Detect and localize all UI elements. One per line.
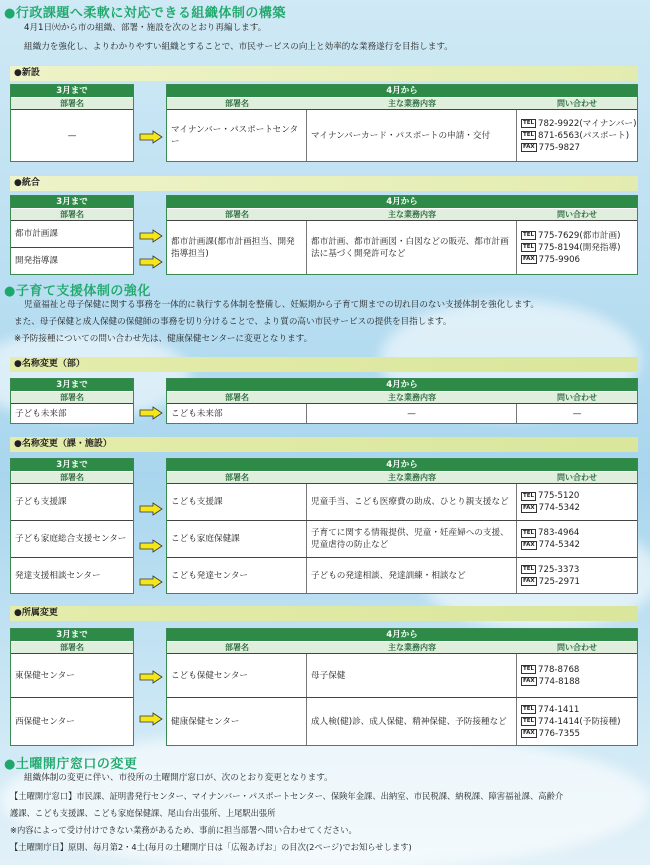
header-duties: 主な業務内容 [388, 393, 436, 402]
table-merge [10, 195, 638, 275]
tel-number: 778-8768 [538, 664, 580, 675]
saturday-days-text: 【土曜開庁日】原則、毎月第2・4土(毎月の土曜開庁日は「広報あげお」の目次(2ページ)でお知らせします) [10, 842, 412, 852]
fax-line [521, 142, 633, 154]
header-duties: 主な業務内容 [388, 99, 436, 108]
intro-text: 組織力を強化し、よりわかりやすい組織とすることで、市民サービスの向上と効率的な業務遂行を目指します。 [24, 42, 453, 52]
fax-line [521, 676, 633, 688]
tel-icon: TEL [523, 244, 535, 250]
before-column [10, 628, 134, 746]
contact-cell [517, 521, 637, 557]
fax-number: 775-9906 [538, 254, 580, 265]
dept-cell: マイナンバー・パスポートセンター [167, 110, 307, 161]
tel-number: 775-5120 [538, 491, 580, 501]
subsection-rename-dept: ●名称変更（部） [10, 357, 638, 372]
fax-icon: FAX [523, 504, 535, 511]
header-dept: 部署名 [60, 99, 84, 108]
tel-icon: TEL [523, 132, 535, 138]
header-contact: 問い合わせ [557, 210, 597, 219]
table-row [167, 557, 637, 593]
tel-icon: TEL [523, 232, 535, 238]
tel-number: 775-8194(開発指導) [538, 242, 621, 253]
table-row [167, 653, 637, 697]
dept-cell: こども発達センター [167, 558, 307, 593]
contact-cell [517, 484, 637, 520]
subheader [167, 97, 637, 109]
section-text: 組織体制の変更に伴い、市役所の土曜開庁窓口が、次のとおり変更となります。 [24, 773, 333, 783]
tel-icon: TEL [523, 120, 535, 126]
tel-line [521, 118, 637, 130]
section-title-organization: ●行政課題へ柔軟に対応できる組織体制の構築 [4, 6, 286, 21]
tel-line [521, 130, 633, 142]
header-dept: 部署名 [225, 473, 249, 482]
header-contact: 問い合わせ [557, 473, 597, 482]
tel-line [521, 242, 633, 254]
tel-icon: TEL [523, 492, 535, 499]
before-column [10, 84, 134, 162]
contact-cell [517, 558, 637, 593]
duties-cell: 子どもの発達相談、発達訓練・相談など [307, 558, 517, 593]
fax-icon: FAX [523, 578, 535, 584]
header-duties: 主な業務内容 [388, 643, 436, 652]
tel-number: 783-4964 [538, 528, 580, 538]
header-before: 3月まで [11, 459, 133, 471]
fax-number: 725-2971 [538, 576, 580, 587]
duties-cell: マイナンバーカード・パスポートの申請・交付 [307, 110, 517, 161]
dept-cell: 都市計画課(都市計画担当、開発指導担当) [167, 221, 307, 274]
header-before: 3月まで [11, 85, 133, 97]
header-before: 3月まで [11, 379, 133, 391]
table-row [167, 220, 637, 274]
contact-cell [517, 698, 637, 745]
header-duties: 主な業務内容 [388, 210, 436, 219]
subheader [167, 208, 637, 220]
duties-cell: 母子保健 [307, 654, 517, 697]
arrow-right-icon [139, 712, 163, 726]
arrow-right-icon [139, 255, 163, 269]
fax-number: 774-5342 [538, 540, 580, 550]
duties-cell: 児童手当、こども医療費の助成、ひとり親支援など [307, 484, 517, 520]
arrow-right-icon [139, 406, 163, 420]
tel-line [521, 527, 633, 539]
arrow-right-icon [139, 539, 163, 553]
before-cell: 子ども支援課 [11, 483, 133, 520]
before-cell: 開発指導課 [11, 247, 133, 274]
fax-number: 776-7355 [538, 728, 580, 739]
tel-number: 782-9922(マイナンバー) [538, 118, 637, 129]
header-after: 4月から [167, 459, 637, 471]
contact-cell [517, 110, 637, 161]
header-dept: 部署名 [225, 643, 249, 652]
saturday-windows-text: 護課、こども支援課、こども家庭保健課、尾山台出張所、上尾駅出張所 [10, 808, 276, 818]
note-text: ※内容によって受け付けできない業務があるため、事前に担当部署へ問い合わせてください。 [10, 825, 357, 835]
tel-icon: TEL [523, 706, 535, 712]
subheader [11, 97, 133, 109]
tel-line [521, 490, 633, 502]
fax-number: 774-8188 [538, 676, 580, 687]
fax-number: 774-5342 [538, 503, 580, 513]
duties-cell: 成人検(健)診、成人保健、精神保健、予防接種など [307, 698, 517, 745]
header-before: 3月まで [11, 629, 133, 641]
tel-icon: TEL [523, 529, 535, 536]
subheader [167, 471, 637, 483]
section-text: 児童福祉と母子保健に関する事務を一体的に執行する体制を整備し、妊娠期から子育て期までの切れ目のない支援体制を強化します。 [24, 300, 539, 310]
subheader [11, 391, 133, 403]
fax-icon: FAX [523, 144, 535, 150]
tel-number: 774-1414(予防接種) [538, 716, 621, 727]
tel-number: 774-1411 [538, 704, 580, 715]
duties-cell: 子育てに関する情報提供、児童・妊産婦への支援、児童虐待の防止など [307, 521, 517, 557]
table-new [10, 84, 638, 162]
tel-line [521, 564, 633, 576]
header-dept: 部署名 [225, 99, 249, 108]
after-column [166, 378, 638, 424]
header-dept: 部署名 [225, 393, 249, 402]
fax-line [521, 576, 633, 588]
dept-cell: こども支援課 [167, 484, 307, 520]
subheader [11, 471, 133, 483]
before-cell: 西保健センター [11, 697, 133, 745]
after-column [166, 84, 638, 162]
after-column [166, 195, 638, 275]
arrow-right-icon [139, 502, 163, 516]
before-cell: 都市計画課 [11, 220, 133, 247]
header-contact: 問い合わせ [557, 99, 597, 108]
section-title-childcare: ●子育て支援体制の強化 [4, 284, 151, 299]
header-contact: 問い合わせ [557, 393, 597, 402]
duties-cell: — [307, 404, 517, 423]
header-after: 4月から [167, 379, 637, 391]
arrow-right-icon [139, 670, 163, 684]
table-row [167, 483, 637, 520]
header-dept: 部署名 [60, 393, 84, 402]
fax-line [521, 502, 633, 514]
tel-number: 871-6563(パスポート) [538, 130, 630, 141]
subheader [167, 641, 637, 653]
subheader [167, 391, 637, 403]
tel-line [521, 664, 633, 676]
contact-cell [517, 221, 637, 274]
table-row [167, 697, 637, 745]
fax-icon: FAX [523, 256, 535, 262]
tel-number: 725-3373 [538, 564, 580, 575]
tel-icon: TEL [523, 566, 535, 572]
note-text: ※予防接種についての問い合わせ先は、健康保健センターに変更となります。 [14, 334, 313, 344]
fax-icon: FAX [523, 730, 535, 736]
before-cell: 東保健センター [11, 653, 133, 697]
table-transfer [10, 628, 638, 746]
contact-cell [517, 654, 637, 697]
tel-line [521, 230, 633, 242]
fax-number: 775-9827 [538, 142, 580, 153]
fax-line [521, 539, 633, 551]
subsection-rename-section: ●名称変更（課・施設） [10, 437, 638, 452]
tel-line [521, 704, 633, 716]
tel-number: 775-7629(都市計画) [538, 230, 621, 241]
subheader [11, 641, 133, 653]
contact-cell: — [572, 408, 582, 419]
arrow-right-icon [139, 575, 163, 589]
table-rename-dept [10, 378, 638, 424]
dept-cell: こども保健センター [167, 654, 307, 697]
before-cell: — [11, 109, 133, 161]
header-contact: 問い合わせ [557, 643, 597, 652]
intro-text: 4月1日㈫から市の組織、部署・施設を次のとおり再編します。 [24, 23, 267, 33]
table-row [167, 403, 637, 423]
subsection-merge: ●統合 [10, 176, 638, 191]
arrow-right-icon [139, 130, 163, 144]
header-after: 4月から [167, 85, 637, 97]
before-cell: 子ども未来部 [11, 403, 133, 423]
subsection-transfer: ●所属変更 [10, 606, 638, 621]
after-column [166, 628, 638, 746]
header-duties: 主な業務内容 [388, 473, 436, 482]
before-column [10, 458, 134, 594]
dept-cell: こども未来部 [167, 404, 307, 423]
dept-cell: 健康保健センター [167, 698, 307, 745]
header-before: 3月まで [11, 196, 133, 208]
before-cell: 発達支援相談センター [11, 557, 133, 593]
after-column [166, 458, 638, 594]
tel-icon: TEL [523, 718, 535, 724]
subsection-new: ●新設 [10, 66, 638, 81]
table-row [167, 520, 637, 557]
before-column [10, 195, 134, 275]
fax-icon: FAX [523, 541, 535, 548]
header-dept: 部署名 [60, 210, 84, 219]
header-after: 4月から [167, 629, 637, 641]
before-cell: 子ども家庭総合支援センター [11, 520, 133, 557]
section-title-saturday: ●土曜開庁窓口の変更 [4, 757, 138, 772]
header-dept: 部署名 [60, 643, 84, 652]
table-row [167, 109, 637, 161]
tel-icon: TEL [523, 666, 535, 672]
section-text: また、母子保健と成人保健の保健師の事務を切り分けることで、より質の高い市民サービスの提供を目指します。 [14, 317, 452, 327]
arrow-right-icon [139, 229, 163, 243]
dept-cell: こども家庭保健課 [167, 521, 307, 557]
fax-icon: FAX [523, 678, 535, 684]
duties-cell: 都市計画、都市計画図・白図などの販売、都市計画法に基づく開発許可など [307, 221, 517, 274]
header-after: 4月から [167, 196, 637, 208]
fax-line [521, 254, 633, 266]
before-column [10, 378, 134, 424]
header-dept: 部署名 [60, 473, 84, 482]
table-rename-section [10, 458, 638, 594]
fax-line [521, 728, 633, 740]
subheader [11, 208, 133, 220]
tel-line [521, 716, 633, 728]
saturday-windows-text: 【土曜開庁窓口】市民課、証明書発行センター、マイナンバー・パスポートセンター、保険年金課、出納室、市民税課、納税課、障害福祉課、高齢介 [10, 791, 564, 801]
header-dept: 部署名 [225, 210, 249, 219]
